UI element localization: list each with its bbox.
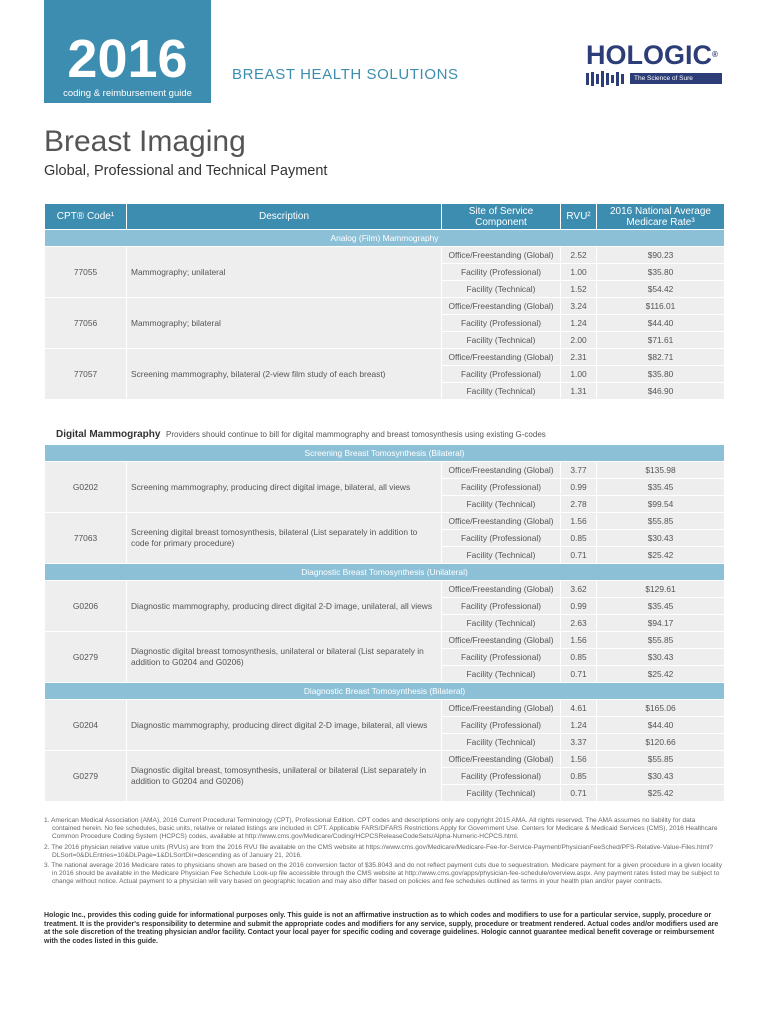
rvu-value: 0.85 [561,649,597,666]
table-row [45,632,725,649]
medicare-rate: $129.61 [597,581,725,598]
rvu-value: 2.78 [561,496,597,513]
medicare-rate: $94.17 [597,615,725,632]
procedure-description: Mammography; bilateral [127,298,442,349]
medicare-rate: $90.23 [597,247,725,264]
procedure-description: Mammography; unilateral [127,247,442,298]
cpt-code: G0279 [45,632,127,683]
site-of-service: Facility (Professional) [442,649,561,666]
section-label: Diagnostic Breast Tomosynthesis (Bilateral) [45,683,725,700]
site-of-service: Facility (Professional) [442,315,561,332]
site-of-service: Facility (Technical) [442,666,561,683]
site-of-service: Facility (Technical) [442,615,561,632]
rvu-value: 0.71 [561,666,597,683]
medicare-rate: $82.71 [597,349,725,366]
cpt-code: G0279 [45,751,127,802]
procedure-description: Screening mammography, bilateral (2-view film study of each breast) [127,349,442,400]
table-row [45,581,725,598]
table-row [45,298,725,315]
section-row [45,683,725,700]
medicare-rate: $116.01 [597,298,725,315]
rvu-value: 2.52 [561,247,597,264]
rvu-value: 0.85 [561,768,597,785]
guide-label: coding & reimbursement guide [63,88,192,99]
section-row [45,564,725,581]
cpt-code: 77063 [45,513,127,564]
cpt-code: G0202 [45,462,127,513]
medicare-rate: $71.61 [597,332,725,349]
site-of-service: Facility (Technical) [442,496,561,513]
site-of-service: Facility (Professional) [442,598,561,615]
site-of-service: Facility (Professional) [442,479,561,496]
digital-note: Providers should continue to bill for digital mammography and breast tomosynthesis using existing G-codes [166,430,546,439]
site-of-service: Office/Freestanding (Global) [442,462,561,479]
guide-year: 2016 [67,29,188,89]
section-label: Screening Breast Tomosynthesis (Bilateral) [45,445,725,462]
rvu-value: 3.62 [561,581,597,598]
table-row [45,751,725,768]
rvu-value: 0.99 [561,598,597,615]
digital-title: Digital Mammography [56,429,161,440]
medicare-rate: $55.85 [597,513,725,530]
medicare-rate: $30.43 [597,768,725,785]
rvu-value: 1.56 [561,751,597,768]
header-description: Description [127,204,442,230]
site-of-service: Facility (Technical) [442,332,561,349]
site-of-service: Facility (Professional) [442,366,561,383]
rvu-value: 1.00 [561,366,597,383]
logo-reg: ® [712,50,718,59]
medicare-rate: $99.54 [597,496,725,513]
procedure-description: Screening mammography, producing direct digital image, bilateral, all views [127,462,442,513]
digital-section-heading [56,429,546,440]
site-of-service: Facility (Technical) [442,734,561,751]
medicare-rate: $54.42 [597,281,725,298]
page-title: Breast Imaging [44,125,246,158]
section-label: Analog (Film) Mammography [45,230,725,247]
footnotes [44,817,724,889]
rvu-value: 1.52 [561,281,597,298]
hologic-logo [586,40,728,90]
site-of-service: Office/Freestanding (Global) [442,700,561,717]
site-of-service: Facility (Technical) [442,547,561,564]
rvu-value: 0.85 [561,530,597,547]
site-of-service: Office/Freestanding (Global) [442,513,561,530]
section-row [45,230,725,247]
rvu-value: 3.37 [561,734,597,751]
medicare-rate: $44.40 [597,315,725,332]
section-title: BREAST HEALTH SOLUTIONS [232,66,459,83]
disclaimer: Hologic Inc., provides this coding guide for informational purposes only. This guide is not an affirmative instruction as to which codes and modifiers to use for a particular service, supply, procedure or treatment. It is the provider's responsibility to determine and submit the appropriate codes and modifiers for any service, supply, procedure or treatment rendered. Actual codes and/or modifiers used are at the sole discretion of the treating physician and/or facility. Contact your local payer for specific coding and coverage guidelines. Hologic cannot guarantee medical benefit coverage or reimbursement with the codes listed in this guide. [44,912,719,945]
table-row [45,462,725,479]
rvu-value: 2.63 [561,615,597,632]
medicare-rate: $135.98 [597,462,725,479]
medicare-rate: $55.85 [597,751,725,768]
medicare-rate: $30.43 [597,530,725,547]
site-of-service: Office/Freestanding (Global) [442,349,561,366]
rvu-value: 0.71 [561,785,597,802]
medicare-rate: $30.43 [597,649,725,666]
rvu-value: 2.00 [561,332,597,349]
rvu-value: 0.99 [561,479,597,496]
cpt-code: 77056 [45,298,127,349]
site-of-service: Facility (Technical) [442,383,561,400]
table-row [45,247,725,264]
medicare-rate: $46.90 [597,383,725,400]
rvu-value: 1.31 [561,383,597,400]
logo-tagline: The Science of Sure [630,73,722,84]
medicare-rate: $55.85 [597,632,725,649]
site-of-service: Facility (Technical) [442,281,561,298]
site-of-service: Facility (Professional) [442,717,561,734]
cpt-code: 77057 [45,349,127,400]
header-rate: 2016 National Average Medicare Rate³ [597,204,725,230]
medicare-rate: $35.45 [597,479,725,496]
medicare-rate: $25.42 [597,666,725,683]
medicare-rate: $44.40 [597,717,725,734]
site-of-service: Facility (Technical) [442,785,561,802]
rvu-value: 1.00 [561,264,597,281]
rvu-value: 4.61 [561,700,597,717]
procedure-description: Diagnostic digital breast tomosynthesis, unilateral or bilateral (List separately in addition to G0204 and G0206) [127,632,442,683]
footnote: 2. The 2016 physician relative value units (RVUs) are from the 2016 RVU file available on the CMS website at https://www.cms.gov/Medicare/Medicare-Fee-for-Service-Payment/PhysicianFeeSched/PFS-Relative-Value-Files.html?DLSort=0&DLEntries=10&DLPage=1&DLSortDir=descending as of January 21, 2016. [44,843,714,859]
header-code: CPT® Code¹ [45,204,127,230]
footnote: 3. The national average 2016 Medicare rates to physicians shown are based on the 2016 conversion factor of $35.8043 and do not reflect payment cuts due to sequestration. Medicare payment for a given procedure in a given locality in 2016 should be available in the Medicare Physician Fee Schedule Look-up file accessible through the CMS website at http://www.cms.gov/apps/physician-fee-schedule/overview.aspx. Any payment rates listed may be subject to change without notice. Actual payment to a physician will vary based on geographic location and may also differ based on policies and fee schedules outlined as terms in your health plan and/or payer contracts. [44,862,722,886]
site-of-service: Office/Freestanding (Global) [442,247,561,264]
rvu-value: 1.56 [561,632,597,649]
rvu-value: 1.24 [561,315,597,332]
table-row [45,349,725,366]
procedure-description: Diagnostic digital breast, tomosynthesis, unilateral or bilateral (List separately in addition to G0204 and G0206) [127,751,442,802]
site-of-service: Facility (Professional) [442,768,561,785]
header-site: Site of Service Component [442,204,561,230]
medicare-rate: $165.06 [597,700,725,717]
rvu-value: 3.24 [561,298,597,315]
site-of-service: Office/Freestanding (Global) [442,751,561,768]
footnote: 1. American Medical Association (AMA), 2016 Current Procedural Terminology (CPT), Professional Edition. CPT codes and descriptions only are copyright 2015 AMA. All rights reserved. The AMA assumes no liability for data contained herein. No fee schedules, basic units, relative or related listings are included in CPT. Applicable FARS/DFARS Restrictions Apply for Government Use. Centers for Medicare & Medicaid Services (CMS), 2016 Healthcare Common Procedure Coding System (HCPCS) codes, available at http://www.cms.gov/Medicare/Coding/HCPCSReleaseCodeSets/Alpha-Numeric-HCPCS.html. [44,817,718,841]
site-of-service: Facility (Professional) [442,530,561,547]
medicare-rate: $25.42 [597,547,725,564]
procedure-description: Screening digital breast tomosynthesis, bilateral (List separately in addition to code for primary procedure) [127,513,442,564]
year-badge [44,0,211,103]
logo-bars-icon [586,71,626,87]
site-of-service: Office/Freestanding (Global) [442,632,561,649]
rvu-value: 0.71 [561,547,597,564]
procedure-description: Diagnostic mammography, producing direct digital 2-D image, unilateral, all views [127,581,442,632]
rvu-value: 1.56 [561,513,597,530]
header-rvu: RVU² [561,204,597,230]
analog-table [44,203,725,400]
site-of-service: Office/Freestanding (Global) [442,298,561,315]
medicare-rate: $120.66 [597,734,725,751]
medicare-rate: $35.80 [597,264,725,281]
rvu-value: 3.77 [561,462,597,479]
medicare-rate: $25.42 [597,785,725,802]
site-of-service: Facility (Professional) [442,264,561,281]
section-row [45,445,725,462]
medicare-rate: $35.45 [597,598,725,615]
cpt-code: G0206 [45,581,127,632]
logo-text: HOLOGIC [586,40,712,70]
procedure-description: Diagnostic mammography, producing direct digital 2-D image, bilateral, all views [127,700,442,751]
cpt-code: G0204 [45,700,127,751]
cpt-code: 77055 [45,247,127,298]
table-row [45,513,725,530]
section-label: Diagnostic Breast Tomosynthesis (Unilateral) [45,564,725,581]
rvu-value: 1.24 [561,717,597,734]
page-subtitle: Global, Professional and Technical Payment [44,163,328,179]
rvu-value: 2.31 [561,349,597,366]
table-row [45,700,725,717]
medicare-rate: $35.80 [597,366,725,383]
site-of-service: Office/Freestanding (Global) [442,581,561,598]
digital-table [44,444,725,802]
